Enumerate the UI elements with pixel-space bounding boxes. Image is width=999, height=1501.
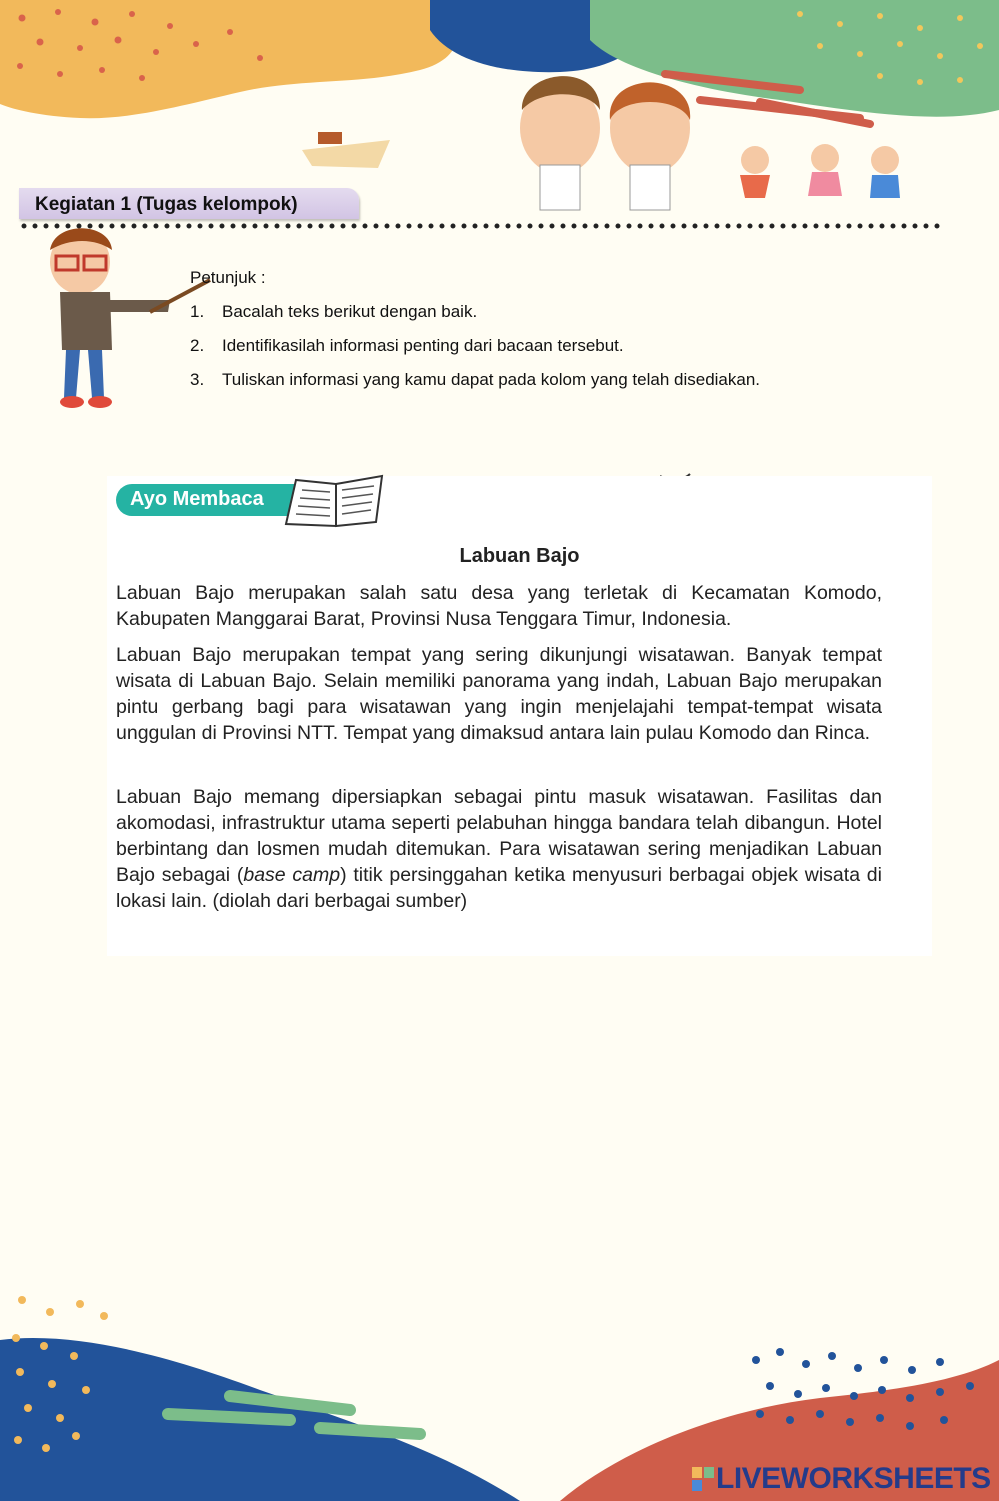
teacher-illustration xyxy=(50,228,210,408)
instruction-text: Bacalah teks berikut dengan baik. xyxy=(222,302,478,321)
beach-towel-illustration xyxy=(302,132,390,168)
brand-label: LIVEWORKSHEETS xyxy=(716,1462,991,1495)
instruction-item xyxy=(190,336,624,356)
instructions-heading: Petunjuk : xyxy=(190,268,266,287)
instruction-item xyxy=(190,302,477,322)
reading-paragraph-1: Labuan Bajo merupakan salah satu desa yang terletak di Kecamatan Komodo, Kabupaten Manggarai Barat, Provinsi Nusa Tenggara Timur, Indonesia. xyxy=(116,582,882,630)
activity-tag xyxy=(19,188,359,219)
instruction-item xyxy=(190,370,760,390)
open-book-icon xyxy=(282,474,390,528)
orange-blob-top xyxy=(0,0,457,118)
paragraph-3-italic: base camp xyxy=(243,864,341,886)
instruction-number: 2. xyxy=(190,336,205,355)
reading-paragraph-3 xyxy=(116,784,882,914)
instruction-number: 3. xyxy=(190,370,205,389)
ayo-membaca-label: Ayo Membaca xyxy=(130,488,264,510)
reading-paragraph-2: Labuan Bajo merupakan tempat yang sering dikunjungi wisatawan. Banyak tempat wisata di Labuan Bajo. Selain memiliki panorama yang indah, Labuan Bajo merupakan pintu gerbang bagi para wisatawan yang ingin menjelajahi tempat-tempat wisata unggulan di Provinsi NTT. Tempat yang dimaksud antara lain pulau Komodo dan Rinca. xyxy=(116,644,882,744)
instruction-number: 1. xyxy=(190,302,205,321)
ayo-membaca-badge xyxy=(116,484,296,516)
reading-title: Labuan Bajo xyxy=(459,545,580,567)
instruction-text: Identifikasilah informasi penting dari bacaan tersebut. xyxy=(222,336,624,355)
paragraph-3-start: Labuan Bajo memang dipersiapkan sebagai pintu masuk wisatawan. Fasilitas dan akomodasi, infrastruktur utama seperti pelabuhan hingga bandara telah dibangun. Hotel berbintang dan losmen mudah ditemukan. Para wisatawan sering menjadikan Labuan Bajo sebagai ( xyxy=(116,786,882,886)
liveworksheets-logo-icon xyxy=(692,1467,714,1491)
activity-label: Kegiatan 1 (Tugas kelompok) xyxy=(35,194,298,215)
liveworksheets-brand[interactable] xyxy=(692,1462,991,1496)
instruction-text: Tuliskan informasi yang kamu dapat pada kolom yang telah disediakan. xyxy=(222,370,761,389)
paragraph-3-end: ) titik persinggahan ketika menyusuri berbagai objek wisata di lokasi lain. (diolah dari berbagai sumber) xyxy=(116,864,882,912)
